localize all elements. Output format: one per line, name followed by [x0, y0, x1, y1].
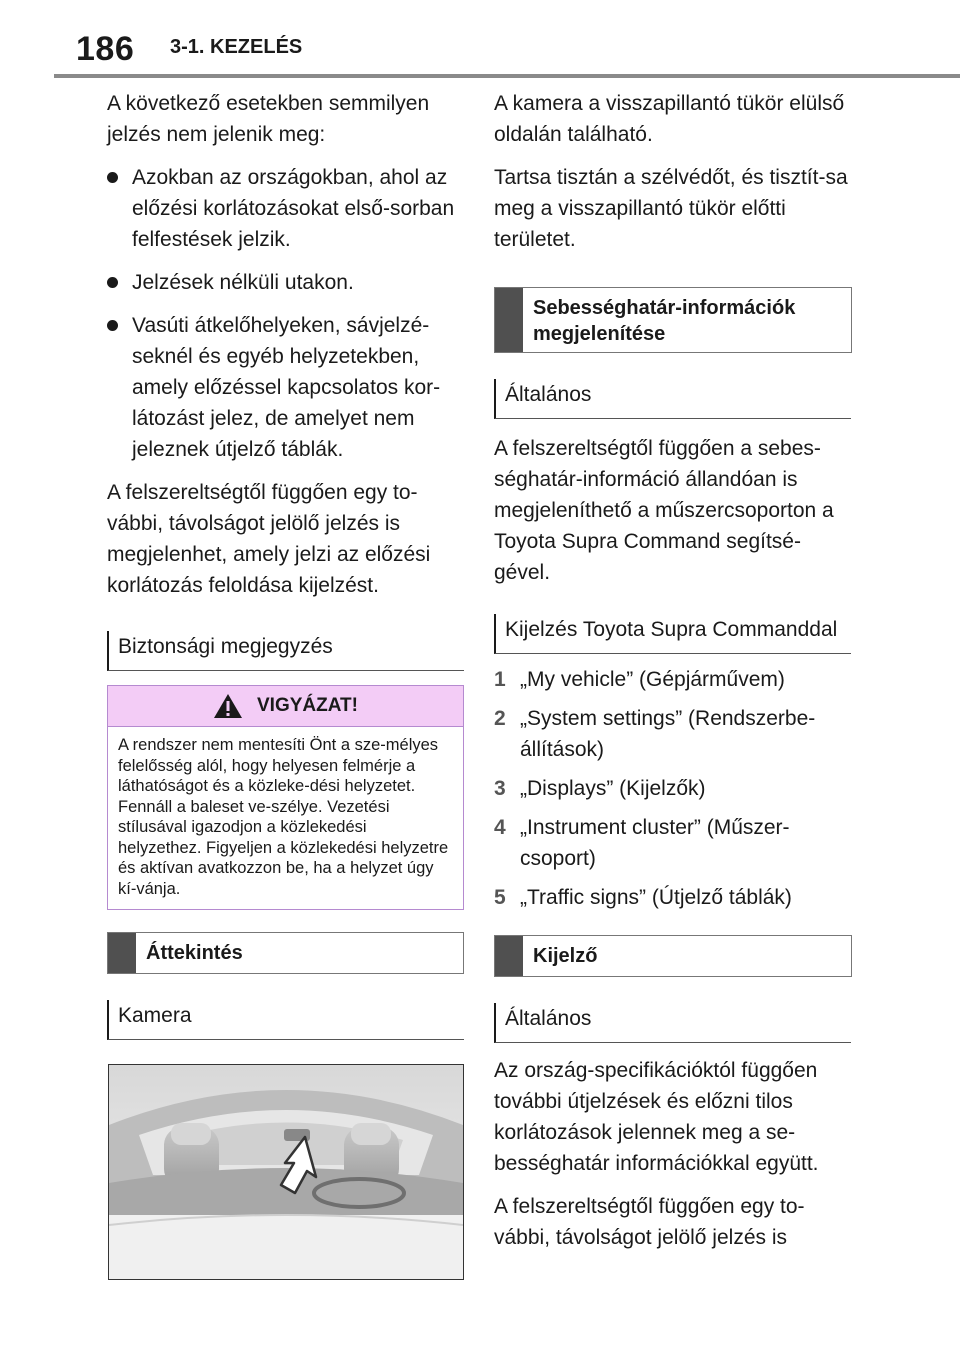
distance-paragraph: A felszereltségtől függően egy to-vábbi, távolságot jelölő jelzés is megjelenhet, amely jelzi az előzési korlátozás feloldása kijelzést.: [107, 481, 431, 597]
section-marker: [495, 288, 523, 352]
display-heading: Kijelző: [533, 945, 598, 967]
header-divider: [54, 74, 960, 78]
steps-list: [494, 664, 851, 913]
right-column: [494, 88, 851, 1265]
step-item: [494, 882, 851, 913]
camera-heading: Kamera: [107, 1000, 464, 1040]
step-text: „System settings” (Rendszerbe-állítások): [520, 707, 816, 761]
chapter-title: 3-1. KEZELÉS: [170, 36, 303, 58]
bullet-icon: [107, 320, 118, 331]
step-number: 1: [494, 668, 506, 691]
car-interior-image: [109, 1065, 463, 1279]
step-text: „Displays” (Kijelzők): [520, 777, 706, 800]
step-item: [494, 812, 851, 874]
display-command-heading: Kijelzés Toyota Supra Commanddal: [494, 614, 851, 654]
step-text: „My vehicle” (Gépjárművem): [520, 668, 785, 691]
step-number: 2: [494, 707, 506, 730]
page-header: [0, 0, 960, 80]
bullet-item: [107, 162, 464, 255]
camera-location-text: A kamera a visszapillantó tükör elülső oldalán található.: [494, 92, 845, 146]
overview-heading: Áttekintés: [146, 942, 243, 964]
step-item: [494, 773, 851, 804]
step-number: 4: [494, 816, 506, 839]
section-marker: [108, 933, 136, 973]
warning-triangle-icon: [213, 693, 243, 719]
bullet-icon: [107, 277, 118, 288]
step-text: „Traffic signs” (Útjelző táblák): [520, 886, 792, 909]
bullet-icon: [107, 172, 118, 183]
speed-info-section-bar: [494, 287, 852, 353]
display-section-bar: [494, 935, 852, 977]
step-number: 5: [494, 886, 506, 909]
intro-paragraph: A következő esetekben semmilyen jelzés nem jelenik meg:: [107, 92, 430, 146]
left-column: [107, 88, 464, 1040]
bullet-item: [107, 267, 464, 298]
step-text: „Instrument cluster” (Műszer-csoport): [520, 816, 790, 870]
safety-heading: Biztonsági megjegyzés: [107, 631, 464, 671]
section-marker: [495, 936, 523, 976]
warning-box: [107, 685, 464, 910]
warning-title: VIGYÁZAT!: [257, 695, 358, 716]
country-spec-text: Az ország-specifikációktól függően további útjelzések és előzni tilos korlátozások jelennek meg a se-bességhatár információkkal együtt.: [494, 1059, 819, 1175]
cleaning-text: Tartsa tisztán a szélvédőt, és tisztít-sa meg a visszapillantó tükör előtti területet.: [494, 166, 848, 251]
distance-text-continued: A felszereltségtől függően egy to-vábbi, távolságot jelölő jelzés is: [494, 1195, 805, 1249]
step-item: [494, 703, 851, 765]
speed-info-text: A felszereltségtől függően a sebes-séghatár-információ állandóan is megjeleníthető a műszercsoporton a Toyota Supra Command segítsé-gével.: [494, 437, 834, 584]
step-number: 3: [494, 777, 506, 800]
bullet-text: Jelzések nélküli utakon.: [132, 271, 354, 294]
page-number: 186: [76, 30, 135, 68]
bullet-text: Azokban az országokban, ahol az előzési korlátozásokat első-sorban felfestések jelzik.: [132, 166, 455, 251]
bullet-item: [107, 310, 464, 465]
speed-info-heading: Sebességhatár-információk megjelenítése: [533, 297, 796, 345]
general-heading: Általános: [494, 379, 851, 419]
step-item: [494, 664, 851, 695]
warning-header: [108, 686, 463, 727]
bullet-text: Vasúti átkelőhelyeken, sávjelzé-seknél és egyéb helyzetekben, amely előzéssel kapcsolatos kor-látozást jelez, de amelyet nem jeleznek útjelző táblák.: [132, 314, 441, 461]
warning-text: A rendszer nem mentesíti Önt a sze-mélyes felelősség alól, hogy helyesen felmérje a láthatóságot és a közleke-dési helyzetet. Fennáll a baleset ve-szélye. Vezetési stílusával igazodjon a közlekedési helyzethez. Figyeljen a közlekedési helyzetre és aktívan avatkozzon be, ha a helyzet úgy kí-vánja.: [118, 736, 449, 898]
overview-section-bar: [107, 932, 464, 974]
camera-location-illustration: [108, 1064, 464, 1280]
general-heading-2: Általános: [494, 1003, 851, 1043]
